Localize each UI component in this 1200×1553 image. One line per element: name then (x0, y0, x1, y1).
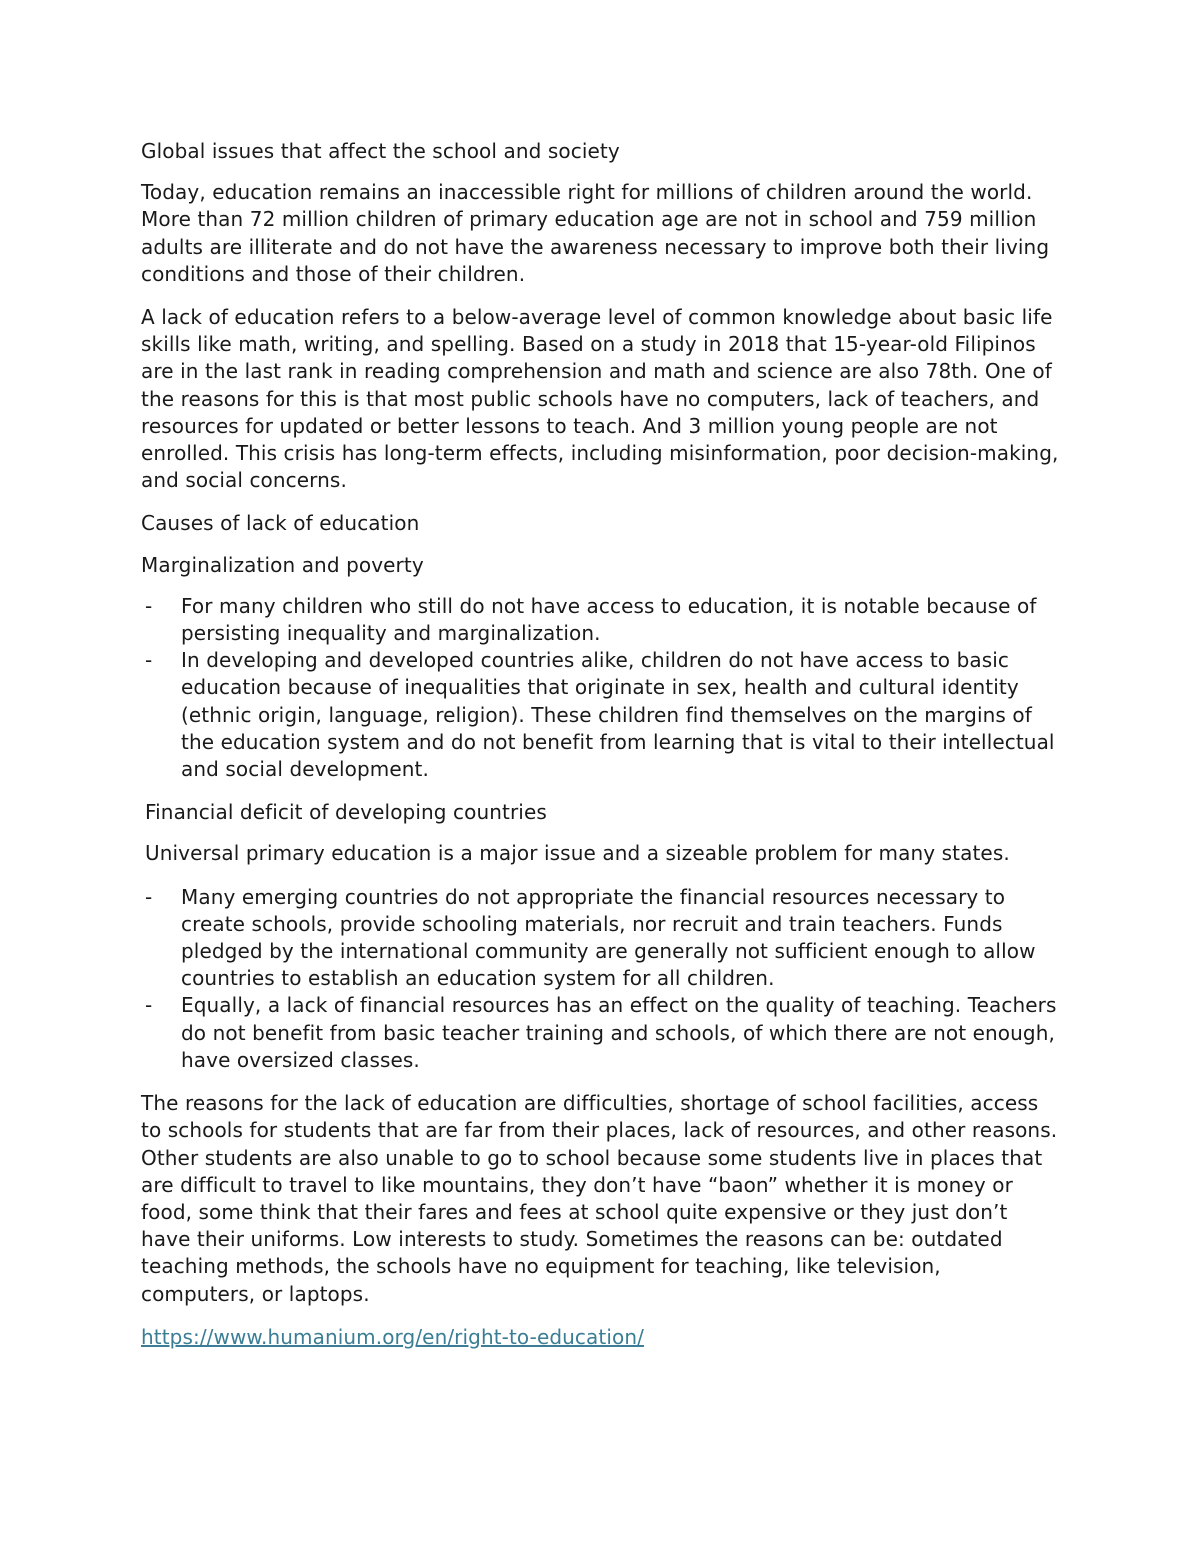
financial-intro: Universal primary education is a major issue and a sizeable problem for many states. (145, 841, 1010, 866)
list-item-text: In developing and developed countries alike, children do not have access to basic education because of inequalities that originate in sex, health and cultural identity (ethnic origin, language, religion). These children find themselves on the margins of the education system and do not benefit from learning that is vital to their intellectual and social development. (181, 648, 1055, 782)
dash-bullet: - (145, 884, 153, 909)
reasons-paragraph: The reasons for the lack of education are difficulties, shortage of school facilities, access to schools for students that are far from their places, lack of resources, and other reasons. Other students are also unable to go to school because some students live in places that are difficult to travel to like mountains, they don’t have “baon” whether it is money or food, some think that their fares and fees at school quite expensive or they just don’t have their uniforms. Low interests to study. Sometimes the reasons can be: outdated teaching methods, the schools have no equipment for teaching, like television, computers, or laptops. (141, 1091, 1058, 1306)
list-item-text: Many emerging countries do not appropriate the financial resources necessary to create schools, provide schooling materials, nor recruit and train teachers. Funds pledged by the international community are generally not sufficient enough to allow countries to establish an education system for all children. (181, 884, 1036, 991)
dash-bullet: - (145, 593, 153, 618)
list-item (145, 647, 1061, 783)
marginalization-list (141, 593, 1061, 783)
causes-heading: Causes of lack of education (141, 511, 420, 536)
marginalization-heading: Marginalization and poverty (141, 552, 424, 577)
dash-bullet: - (145, 993, 153, 1018)
financial-heading: Financial deficit of developing countries (145, 800, 547, 825)
list-item (145, 884, 1061, 993)
list-item (145, 593, 1061, 647)
intro-paragraph: Today, education remains an inaccessible right for millions of children around the world. More than 72 million children of primary education age are not in school and 759 million adults are illiterate and do not have the awareness necessary to improve both their living conditions and those of their children. (141, 180, 1050, 286)
source-link[interactable]: https://www.humanium.org/en/right-to-education/ (141, 1324, 644, 1349)
list-item-text: Equally, a lack of financial resources has an effect on the quality of teaching. Teachers do not benefit from basic teacher training and schools, of which there are not enough, have oversized classes. (181, 993, 1057, 1072)
financial-list (141, 884, 1061, 1074)
list-item-text: For many children who still do not have access to education, it is notable because of persisting inequality and marginalization. (181, 593, 1037, 646)
list-item (145, 992, 1061, 1074)
dash-bullet: - (145, 648, 153, 673)
document-title: Global issues that affect the school and society (141, 139, 620, 163)
source-line (141, 1324, 1061, 1351)
lack-of-education-paragraph: A lack of education refers to a below-average level of common knowledge about basic life skills like math, writing, and spelling. Based on a study in 2018 that 15-year-old Filipinos are in the last rank in reading comprehension and math and science are also 78th. One of the reasons for this is that most public schools have no computers, lack of teachers, and resources for updated or better lessons to teach. And 3 million young people are not enrolled. This crisis has long-term effects, including misinformation, poor decision-making, and social concerns. (141, 305, 1059, 493)
document-page (141, 138, 1061, 1367)
